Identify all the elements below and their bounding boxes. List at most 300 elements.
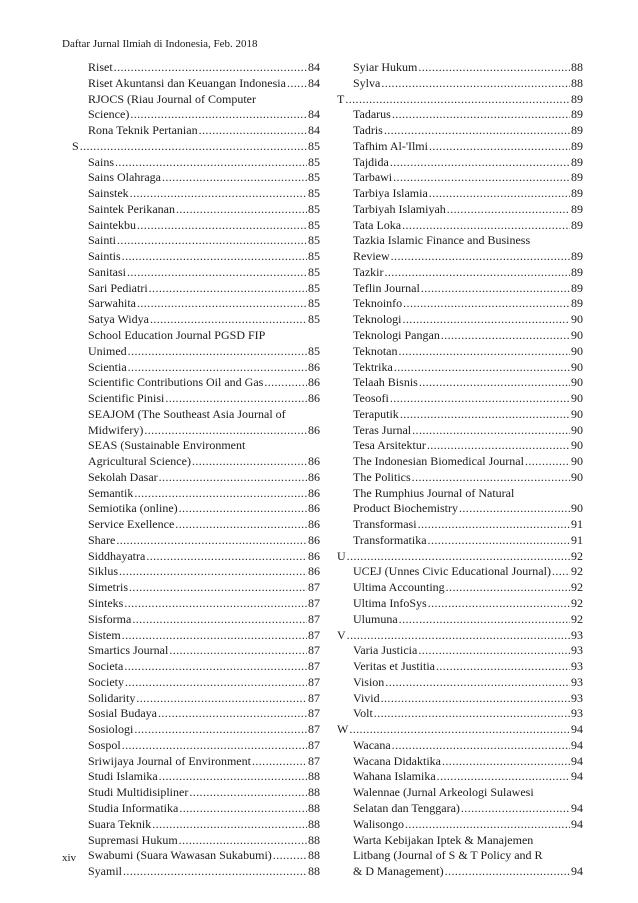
entry-page-number: 87 xyxy=(308,690,320,705)
index-entry-unimed xyxy=(72,344,320,360)
entry-title: Teflin Journal xyxy=(353,280,420,295)
entry-page-number: 87 xyxy=(308,611,320,626)
dot-leader xyxy=(402,296,570,312)
index-entry-siddhayatra xyxy=(72,549,320,565)
index-entry-vivid xyxy=(337,691,583,707)
entry-page-number: 86 xyxy=(308,501,320,516)
dot-leader xyxy=(427,533,570,549)
entry-title: Vivid xyxy=(353,690,380,705)
entry-page-number: 86 xyxy=(308,391,320,406)
dot-leader xyxy=(157,706,307,722)
entry-page-number: 89 xyxy=(571,170,583,185)
entry-page-number: 94 xyxy=(571,769,583,784)
entry-page-number: 93 xyxy=(571,659,583,674)
entry-title: Veritas et Justitia xyxy=(353,659,435,674)
entry-page-number: 86 xyxy=(308,532,320,547)
entry-title: Teosofi xyxy=(353,391,389,406)
dot-leader xyxy=(114,155,307,171)
dot-leader xyxy=(420,281,570,297)
entry-page-number: 88 xyxy=(308,864,320,879)
entry-page-number: 85 xyxy=(308,233,320,248)
dot-leader xyxy=(161,170,307,186)
entry-page-number: 85 xyxy=(308,154,320,169)
dot-leader xyxy=(148,281,307,297)
entry-page-number: 88 xyxy=(308,816,320,831)
index-entry-ultima-accounting xyxy=(337,580,583,596)
entry-page-number: 88 xyxy=(571,60,583,74)
dot-leader xyxy=(428,139,570,155)
index-entry-scientific-contributions-oil-and-gas xyxy=(72,375,320,391)
entry-page-number: 90 xyxy=(571,438,583,453)
dot-leader xyxy=(123,659,307,675)
entry-title: Simetris xyxy=(88,580,129,595)
index-column-right xyxy=(337,60,583,880)
entry-title: Scientia xyxy=(88,359,127,374)
entry-title: Studi Islamika xyxy=(88,769,158,784)
entry-title: Scientific Pinisi xyxy=(88,391,165,406)
entry-title: Sekolah Dasar xyxy=(88,469,158,484)
index-entry-tarbiya-islamia xyxy=(337,186,583,202)
index-entry-siklus xyxy=(72,565,320,581)
entry-title: Sospol xyxy=(88,737,121,752)
entry-page-number: 88 xyxy=(571,75,583,90)
dot-leader xyxy=(380,691,570,707)
entry-title: Selatan dan Tenggara) xyxy=(353,800,460,815)
entry-title: Wahana Islamika xyxy=(353,769,436,784)
entry-title: Satya Widya xyxy=(88,312,149,327)
index-entry-wahana-islamika xyxy=(337,769,583,785)
entry-title: Tektrika xyxy=(353,359,393,374)
dot-leader xyxy=(121,628,307,644)
dot-leader xyxy=(123,596,307,612)
index-entry-scientific-pinisi xyxy=(72,391,320,407)
index-entry-supremasi-hukum xyxy=(72,833,320,849)
entry-title: Sainti xyxy=(88,233,117,248)
entry-page-number: 93 xyxy=(571,706,583,721)
entry-page-number: 85 xyxy=(308,249,320,264)
index-entry-simetris xyxy=(72,580,320,596)
entry-page-number: 89 xyxy=(571,138,583,153)
entry-title: & D Management) xyxy=(353,864,444,879)
entry-title: Syamil xyxy=(88,864,123,879)
entry-page-number: 94 xyxy=(571,737,583,752)
index-entry-sainti xyxy=(72,233,320,249)
dot-leader xyxy=(158,769,307,785)
dot-leader xyxy=(129,186,307,202)
entry-title: Sainstek xyxy=(88,186,129,201)
dot-leader xyxy=(79,139,307,155)
index-entry-tektrika xyxy=(337,360,583,376)
entry-page-number: 93 xyxy=(571,690,583,705)
dot-leader xyxy=(178,501,307,517)
dot-leader xyxy=(428,186,570,202)
entry-page-number: 93 xyxy=(571,674,583,689)
index-entry-sosial-budaya xyxy=(72,706,320,722)
entry-page-number: 85 xyxy=(308,186,320,201)
dot-leader xyxy=(392,170,570,186)
index-entry-rona-teknik-pertanian xyxy=(72,123,320,139)
dot-leader xyxy=(158,470,307,486)
dot-leader xyxy=(411,470,570,486)
dot-leader xyxy=(460,801,570,817)
entry-title: Tadarus xyxy=(353,107,391,122)
index-entry-studi-islamika xyxy=(72,769,320,785)
index-entry-telaah-bisnis xyxy=(337,375,583,391)
index-entry-the-politics xyxy=(337,470,583,486)
entry-page-number: 90 xyxy=(571,391,583,406)
index-entry-satya-widya xyxy=(72,312,320,328)
entry-page-number: 90 xyxy=(571,469,583,484)
dot-leader xyxy=(251,754,307,770)
entry-page-number: 84 xyxy=(308,123,320,138)
entry-title: Tajdida xyxy=(353,154,389,169)
entry-page-number: 89 xyxy=(571,154,583,169)
index-entry-ultima-infosys xyxy=(337,596,583,612)
dot-leader xyxy=(145,549,307,565)
dot-leader xyxy=(346,628,570,644)
dot-leader xyxy=(344,92,570,108)
entry-title: Volt xyxy=(353,706,373,721)
entry-page-number: 93 xyxy=(571,627,583,642)
index-entry-share xyxy=(72,533,320,549)
entry-page-number: 85 xyxy=(308,264,320,279)
entry-title: Wacana xyxy=(353,737,391,752)
index-entry-sainstek xyxy=(72,186,320,202)
entry-title: Swabumi (Suara Wawasan Sukabumi) xyxy=(88,848,272,863)
dot-leader xyxy=(168,643,307,659)
index-entry-wacana xyxy=(337,738,583,754)
dot-leader xyxy=(384,675,570,691)
entry-page-number: 87 xyxy=(308,706,320,721)
entry-page-number: 86 xyxy=(308,375,320,390)
dot-leader xyxy=(151,817,307,833)
index-entry-sari-pediatri xyxy=(72,281,320,297)
dot-leader xyxy=(188,785,307,801)
entry-title: Scientific Contributions Oil and Gas xyxy=(88,375,264,390)
dot-leader xyxy=(436,769,570,785)
dot-leader xyxy=(143,423,307,439)
entry-title: Ulumuna xyxy=(353,611,398,626)
dot-leader xyxy=(426,438,570,454)
dot-leader xyxy=(346,549,570,565)
entry-page-number: 94 xyxy=(571,864,583,879)
dot-leader xyxy=(116,233,307,249)
entry-page-number: 94 xyxy=(571,816,583,831)
entry-page-number: 84 xyxy=(308,107,320,122)
entry-title: Teknoinfo xyxy=(353,296,403,311)
entry-title: Tesa Arsitektur xyxy=(353,438,426,453)
entry-page-number: 86 xyxy=(308,517,320,532)
entry-page-number: 88 xyxy=(308,769,320,784)
entry-page-number: 89 xyxy=(571,280,583,295)
section-letter-u xyxy=(337,549,583,565)
section-letter-t xyxy=(337,92,583,108)
entry-page-number: 85 xyxy=(308,138,320,153)
dot-leader xyxy=(127,360,307,376)
entry-title: Society xyxy=(88,674,124,689)
index-entry-sospol xyxy=(72,738,320,754)
entry-page-number: 90 xyxy=(571,328,583,342)
index-entry-wacana-didaktika xyxy=(337,754,583,770)
dot-leader xyxy=(373,706,570,722)
entry-title: Sylva xyxy=(353,75,381,90)
section-letter-w xyxy=(337,722,583,738)
index-entry-vision xyxy=(337,675,583,691)
dot-leader xyxy=(133,486,307,502)
index-entry-tarbawi xyxy=(337,170,583,186)
index-entry-sisforma xyxy=(72,612,320,628)
entry-title: Semiotika (online) xyxy=(88,501,178,516)
index-entry-sistem xyxy=(72,628,320,644)
dot-leader xyxy=(272,848,307,864)
entry-page-number: 90 xyxy=(571,359,583,374)
entry-title: Saintek Perikanan xyxy=(88,201,175,216)
index-entry-walisongo xyxy=(337,817,583,833)
dot-leader xyxy=(136,296,307,312)
entry-title: Suara Teknik xyxy=(88,816,152,831)
index-entry-sekolah-dasar xyxy=(72,470,320,486)
entry-page-number: 89 xyxy=(571,186,583,201)
index-entry-selatan-dan-tenggara xyxy=(337,801,583,817)
dot-leader xyxy=(118,565,307,581)
entry-page-number: 87 xyxy=(308,596,320,611)
entry-title: Unimed xyxy=(88,343,127,358)
dot-leader xyxy=(126,265,307,281)
dot-leader xyxy=(441,754,570,770)
entry-page-number: 94 xyxy=(571,753,583,768)
index-entry-tafhim-al-ilmi xyxy=(337,139,583,155)
section-letter: U xyxy=(337,548,346,563)
index-entry-syamil xyxy=(72,864,320,880)
index-entry-line: SEAS (Sustainable Environment xyxy=(88,438,246,453)
dot-leader xyxy=(411,423,570,439)
dot-leader xyxy=(389,155,570,171)
dot-leader xyxy=(348,722,570,738)
index-entry-teknologi xyxy=(337,312,583,328)
entry-page-number: 85 xyxy=(308,280,320,295)
entry-page-number: 89 xyxy=(571,201,583,216)
index-entry-sylva xyxy=(337,76,583,92)
entry-page-number: 92 xyxy=(571,548,583,563)
dot-leader xyxy=(383,123,570,139)
dot-leader xyxy=(175,202,307,218)
entry-title: Solidarity xyxy=(88,690,136,705)
index-entry-teosofi xyxy=(337,391,583,407)
dot-leader xyxy=(121,738,307,754)
entry-title: Tarbiyah Islamiyah xyxy=(353,201,446,216)
dot-leader xyxy=(129,107,307,123)
entry-title: Sains Olahraga xyxy=(88,170,161,185)
dot-leader xyxy=(440,328,570,344)
entry-title: Agricultural Science) xyxy=(88,454,191,469)
index-entry-tadris xyxy=(337,123,583,139)
entry-page-number: 85 xyxy=(308,312,320,327)
dot-leader xyxy=(417,60,570,76)
entry-page-number: 89 xyxy=(571,249,583,264)
index-entry-review xyxy=(337,249,583,265)
index-entry-d-management xyxy=(337,864,583,880)
entry-title: Studi Multidisipliner xyxy=(88,785,189,800)
dot-leader xyxy=(404,817,570,833)
entry-page-number: 85 xyxy=(308,296,320,311)
dot-leader xyxy=(551,565,570,581)
dot-leader xyxy=(128,580,307,596)
index-entry-teknoinfo xyxy=(337,296,583,312)
entry-page-number: 86 xyxy=(308,359,320,374)
dot-leader xyxy=(113,60,307,76)
entry-title: Tafhim Al-'Ilmi xyxy=(353,138,428,153)
index-entry-line: SEAJOM (The Southeast Asia Journal of xyxy=(88,406,286,421)
entry-title: Teknotan xyxy=(353,343,398,358)
entry-page-number: 91 xyxy=(571,532,583,547)
index-entry-veritas-et-justitia xyxy=(337,659,583,675)
entry-page-number: 84 xyxy=(308,75,320,90)
entry-title: Sinteks xyxy=(88,596,124,611)
dot-leader xyxy=(458,501,570,517)
dot-leader xyxy=(398,612,570,628)
entry-title: Sosial Budaya xyxy=(88,706,157,721)
entry-title: Siddhayatra xyxy=(88,548,146,563)
dot-leader xyxy=(178,833,307,849)
entry-title: Siklus xyxy=(88,564,119,579)
entry-title: Supremasi Hukum xyxy=(88,832,178,847)
index-entry-saintek-perikanan xyxy=(72,202,320,218)
dot-leader xyxy=(136,218,307,234)
entry-page-number: 90 xyxy=(571,375,583,390)
entry-page-number: 86 xyxy=(308,422,320,437)
entry-page-number: 89 xyxy=(571,123,583,138)
entry-page-number: 92 xyxy=(571,596,583,611)
dot-leader xyxy=(115,533,307,549)
entry-title: Wacana Didaktika xyxy=(353,753,441,768)
entry-title: Sisforma xyxy=(88,611,132,626)
entry-page-number: 91 xyxy=(571,517,583,532)
dot-leader xyxy=(393,360,570,376)
section-letter-s xyxy=(72,139,320,155)
entry-page-number: 89 xyxy=(571,296,583,311)
entry-title: Sains xyxy=(88,154,115,169)
entry-page-number: 94 xyxy=(571,722,583,737)
index-entry-varia-justicia xyxy=(337,643,583,659)
index-entry-sosiologi xyxy=(72,722,320,738)
entry-page-number: 86 xyxy=(308,469,320,484)
entry-title: Syiar Hukum xyxy=(353,60,418,74)
index-entry-saintis xyxy=(72,249,320,265)
entry-page-number: 88 xyxy=(308,785,320,800)
dot-leader xyxy=(122,864,307,880)
index-entry-studia-informatika xyxy=(72,801,320,817)
entry-title: Vision xyxy=(353,674,385,689)
entry-page-number: 88 xyxy=(308,800,320,815)
dot-leader xyxy=(399,407,570,423)
entry-page-number: 85 xyxy=(308,201,320,216)
index-entry-syiar-hukum xyxy=(337,60,583,76)
entry-title: Sistem xyxy=(88,627,121,642)
entry-page-number: 88 xyxy=(308,848,320,863)
dot-leader xyxy=(446,202,570,218)
index-entry-societa xyxy=(72,659,320,675)
entry-title: UCEJ (Unnes Civic Educational Journal) xyxy=(353,564,551,579)
index-entry-tajdida xyxy=(337,155,583,171)
entry-title: Transformatika xyxy=(353,532,427,547)
index-entry-transformasi xyxy=(337,517,583,533)
index-entry-studi-multidisipliner xyxy=(72,785,320,801)
index-entry-teknologi-pangan xyxy=(337,328,583,344)
entry-title: Saintekbu xyxy=(88,217,136,232)
dot-leader xyxy=(191,454,307,470)
entry-title: Teraputik xyxy=(353,406,399,421)
index-entry-smartics-journal xyxy=(72,643,320,659)
entry-title: Sriwijaya Journal of Environment xyxy=(88,753,251,768)
dot-leader xyxy=(286,76,307,92)
entry-title: Science) xyxy=(88,107,130,122)
index-entry-line: The Rumphius Journal of Natural xyxy=(353,485,515,500)
entry-page-number: 89 xyxy=(571,217,583,232)
entry-title: Rona Teknik Pertanian xyxy=(88,123,198,138)
index-entry-line: RJOCS (Riau Journal of Computer xyxy=(88,91,256,106)
entry-page-number: 87 xyxy=(308,722,320,737)
index-entry-teras-jurnal xyxy=(337,423,583,439)
entry-title: The Politics xyxy=(353,469,411,484)
entry-title: Saintis xyxy=(88,249,121,264)
entry-title: Tazkir xyxy=(353,264,384,279)
dot-leader xyxy=(417,517,570,533)
index-entry-tarbiyah-islamiyah xyxy=(337,202,583,218)
dot-leader xyxy=(178,801,307,817)
index-entry-science xyxy=(72,107,320,123)
index-entry-solidarity xyxy=(72,691,320,707)
dot-leader xyxy=(383,265,570,281)
dot-leader xyxy=(427,596,570,612)
index-entry-sains xyxy=(72,155,320,171)
dot-leader xyxy=(417,643,570,659)
index-column-left xyxy=(72,60,320,880)
entry-title: Midwifery) xyxy=(88,422,144,437)
index-entry-product-biochemistry xyxy=(337,501,583,517)
index-entry-teflin-journal xyxy=(337,281,583,297)
index-entry-sanitasi xyxy=(72,265,320,281)
entry-page-number: 92 xyxy=(571,611,583,626)
entry-page-number: 90 xyxy=(571,454,583,469)
index-entry-sains-olahraga xyxy=(72,170,320,186)
index-entry-riset xyxy=(72,60,320,76)
entry-page-number: 84 xyxy=(308,60,320,74)
entry-page-number: 92 xyxy=(571,564,583,579)
running-header: Daftar Jurnal Ilmiah di Indonesia, Feb. 2018 xyxy=(62,38,258,50)
entry-page-number: 86 xyxy=(308,454,320,469)
entry-page-number: 87 xyxy=(308,659,320,674)
entry-title: Tarbiya Islamia xyxy=(353,186,428,201)
entry-title: Telaah Bisnis xyxy=(353,375,418,390)
index-entry-line: Tazkia Islamic Finance and Business xyxy=(353,233,531,248)
dot-leader xyxy=(389,391,570,407)
entry-page-number: 90 xyxy=(571,312,583,327)
entry-page-number: 85 xyxy=(308,217,320,232)
index-entry-saintekbu xyxy=(72,218,320,234)
dot-leader xyxy=(164,391,307,407)
dot-leader xyxy=(401,218,570,234)
entry-title: Sosiologi xyxy=(88,722,134,737)
index-entry-sriwijaya-journal-of-environment xyxy=(72,754,320,770)
dot-leader xyxy=(198,123,307,139)
section-letter: S xyxy=(72,138,79,153)
dot-leader xyxy=(133,722,307,738)
entry-title: Sanitasi xyxy=(88,264,126,279)
index-entry-line: Walennae (Jurnal Arkeologi Sulawesi xyxy=(353,785,534,800)
entry-title: The Indonesian Biomedical Journal xyxy=(353,454,524,469)
entry-page-number: 89 xyxy=(571,264,583,279)
dot-leader xyxy=(380,76,570,92)
